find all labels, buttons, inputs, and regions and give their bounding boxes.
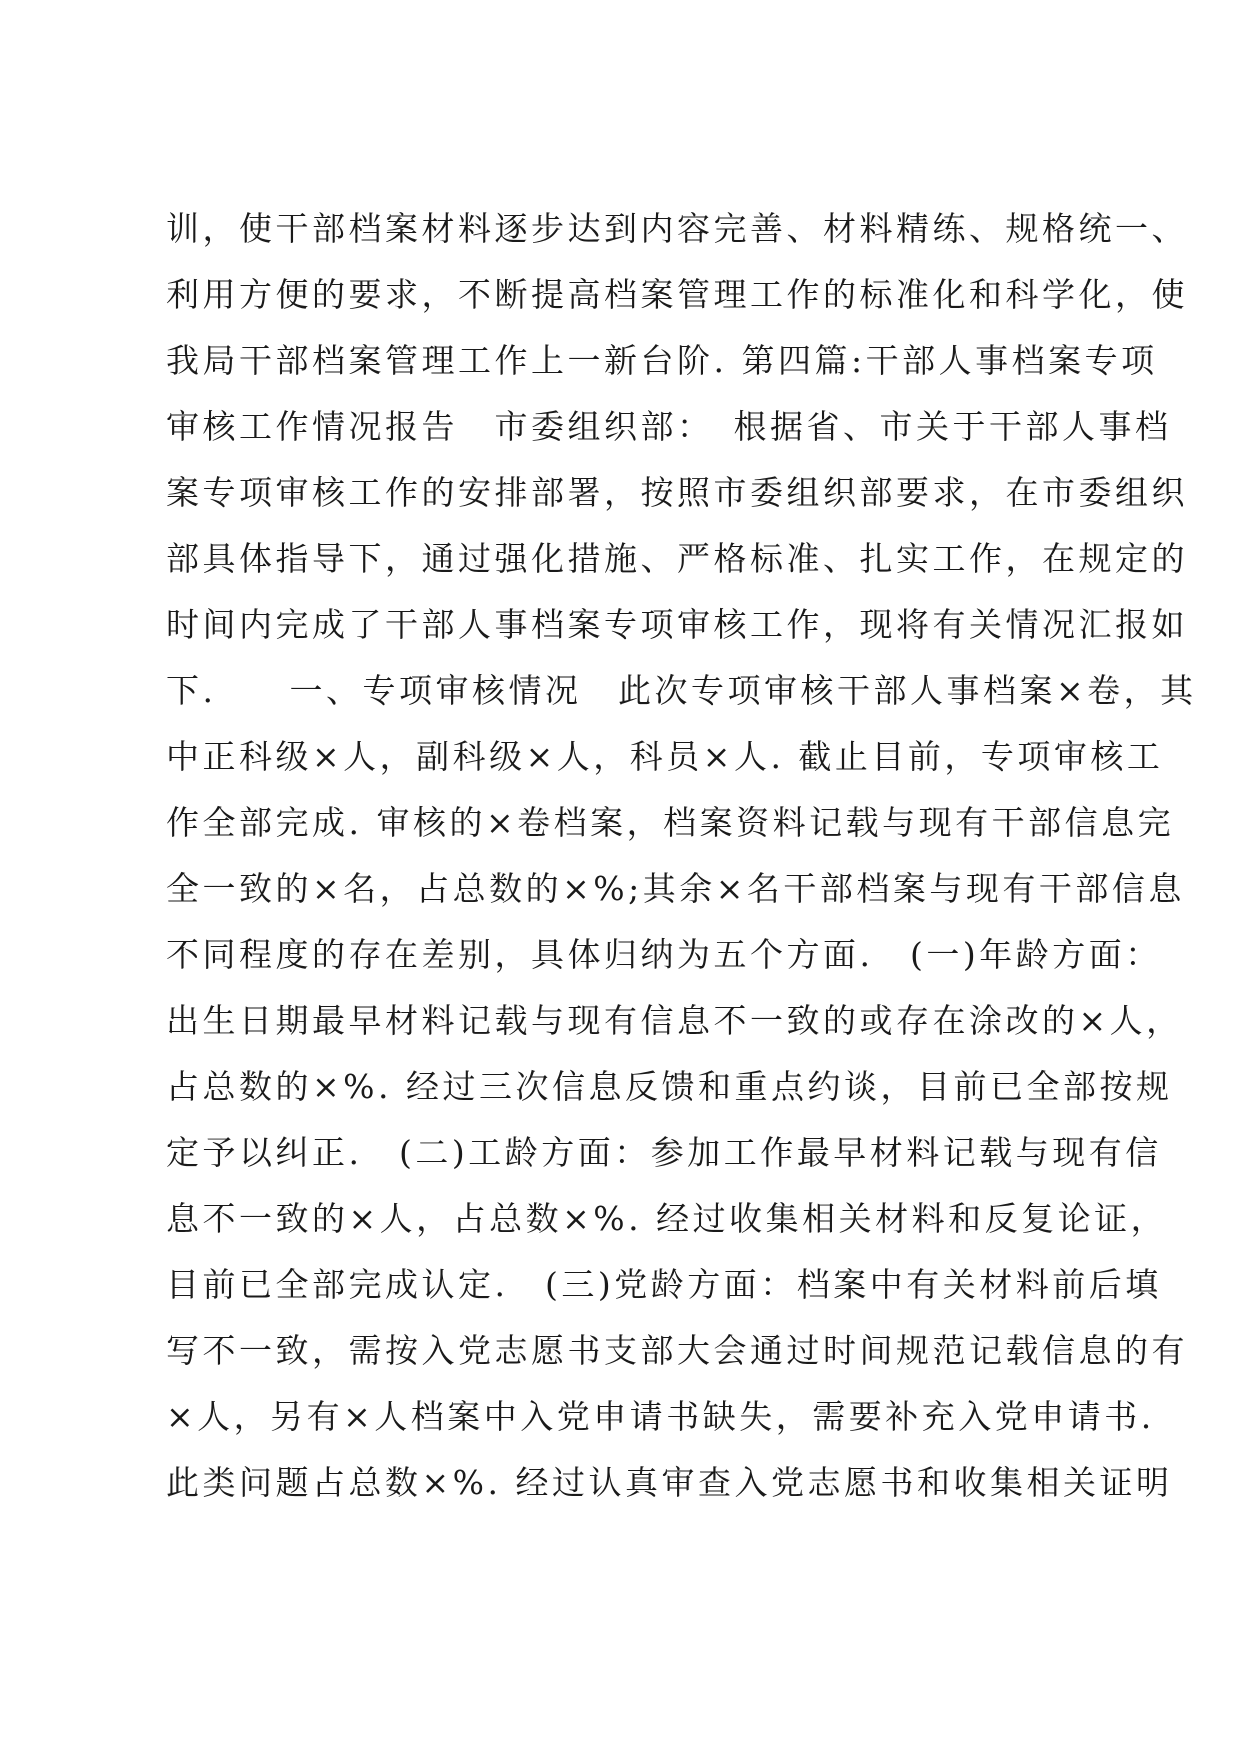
text-line: 写不一致，需按入党志愿书支部大会通过时间规范记载信息的有 — [166, 1331, 1188, 1370]
body-text — [166, 196, 1197, 1516]
text-line: 作全部完成. 审核的×卷档案，档案资料记载与现有干部信息完 — [166, 803, 1175, 842]
text-line: 我局干部档案管理工作上一新台阶. 第四篇:干部人事档案专项 — [166, 341, 1158, 380]
text-line: 审核工作情况报告 市委组织部： 根据省、市关于干部人事档 — [166, 407, 1172, 446]
text-line: 中正科级×人，副科级×人，科员×人. 截止目前，专项审核工 — [166, 737, 1164, 776]
text-line: 部具体指导下，通过强化措施、严格标准、扎实工作，在规定的 — [166, 539, 1188, 578]
text-line: 占总数的×%. 经过三次信息反馈和重点约谈，目前已全部按规 — [166, 1067, 1173, 1106]
text-line: 训，使干部档案材料逐步达到内容完善、材料精练、规格统一、 — [166, 209, 1188, 248]
text-line: 利用方便的要求，不断提高档案管理工作的标准化和科学化，使 — [166, 275, 1188, 314]
text-line: 时间内完成了干部人事档案专项审核工作，现将有关情况汇报如 — [166, 605, 1188, 644]
text-line: 息不一致的×人，占总数×%. 经过收集相关材料和反复论证， — [166, 1199, 1168, 1238]
text-line: 定予以纠正. (二)工龄方面：参加工作最早材料记载与现有信 — [166, 1133, 1162, 1172]
text-line: 不同程度的存在差别，具体归纳为五个方面. (一)年龄方面： — [166, 935, 1162, 974]
text-line: 案专项审核工作的安排部署，按照市委组织部要求，在市委组织 — [166, 473, 1188, 512]
text-line: ×人，另有×人档案中入党申请书缺失，需要补充入党申请书. — [166, 1397, 1155, 1436]
text-line: 全一致的×名，占总数的×%;其余×名干部档案与现有干部信息 — [166, 869, 1185, 908]
text-line: 此类问题占总数×%. 经过认真审查入党志愿书和收集相关证明 — [166, 1463, 1173, 1502]
text-line: 下. 一、专项审核情况 此次专项审核干部人事档案×卷，其 — [166, 671, 1197, 710]
text-line: 出生日期最早材料记载与现有信息不一致的或存在涂改的×人， — [166, 1001, 1183, 1040]
text-line: 目前已全部完成认定. (三)党龄方面：档案中有关材料前后填 — [166, 1265, 1162, 1304]
